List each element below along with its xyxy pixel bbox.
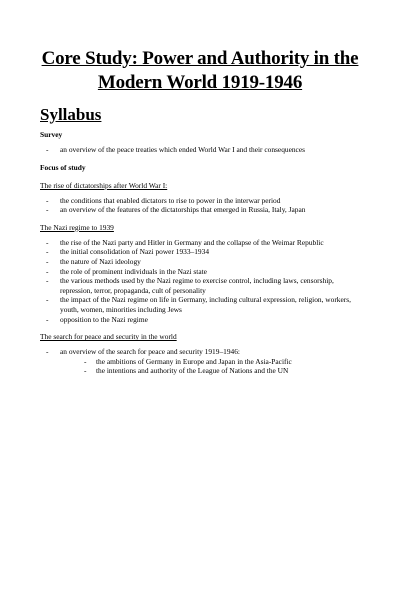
survey-list xyxy=(40,145,360,155)
list-item: - the conditions that enabled dictators to rise to power in the interwar period xyxy=(40,196,360,206)
list-item: - an overview of the features of the dictatorships that emerged in Russia, Italy, Japan xyxy=(40,205,360,215)
list-item: - the nature of Nazi ideology xyxy=(40,257,360,267)
nested-list xyxy=(40,357,360,376)
syllabus-heading: Syllabus xyxy=(40,105,102,124)
page-title: Core Study: Power and Authority in the Modern World 1919-1946 xyxy=(41,48,359,93)
list-item: - the role of prominent individuals in the Nazi state xyxy=(40,267,360,277)
list-item xyxy=(40,347,360,376)
nazi-regime-list xyxy=(40,238,360,324)
list-item: - opposition to the Nazi regime xyxy=(40,315,360,325)
nested-list-item: - the intentions and authority of the League of Nations and the UN xyxy=(40,366,360,376)
list-item: - the rise of the Nazi party and Hitler in Germany and the collapse of the Weimar Republic xyxy=(40,238,360,248)
list-item: - the impact of the Nazi regime on life in Germany, including cultural expression, religion, workers, youth, women, minorities including Jews xyxy=(40,295,360,314)
section-heading-dictatorships: The rise of dictatorships after World War I: xyxy=(40,180,168,190)
dictatorships-list xyxy=(40,196,360,215)
section-heading-peace-security: The search for peace and security in the world xyxy=(40,332,177,342)
document-page xyxy=(0,47,400,612)
survey-heading: Survey xyxy=(40,130,63,139)
section-heading-nazi-regime: The Nazi regime to 1939 xyxy=(40,222,114,232)
list-item: - the initial consolidation of Nazi power 1933–1934 xyxy=(40,247,360,257)
list-item: - the various methods used by the Nazi regime to exercise control, including laws, censorship, repression, terror, propaganda, cult of personality xyxy=(40,276,360,295)
peace-security-list xyxy=(40,347,360,376)
list-item: - an overview of the peace treaties which ended World War I and their consequences xyxy=(40,145,360,155)
nested-list-item: - the ambitions of Germany in Europe and Japan in the Asia-Pacific xyxy=(40,357,360,367)
list-item-text: an overview of the search for peace and security 1919–1946: xyxy=(60,347,240,357)
focus-heading: Focus of study xyxy=(40,162,86,172)
